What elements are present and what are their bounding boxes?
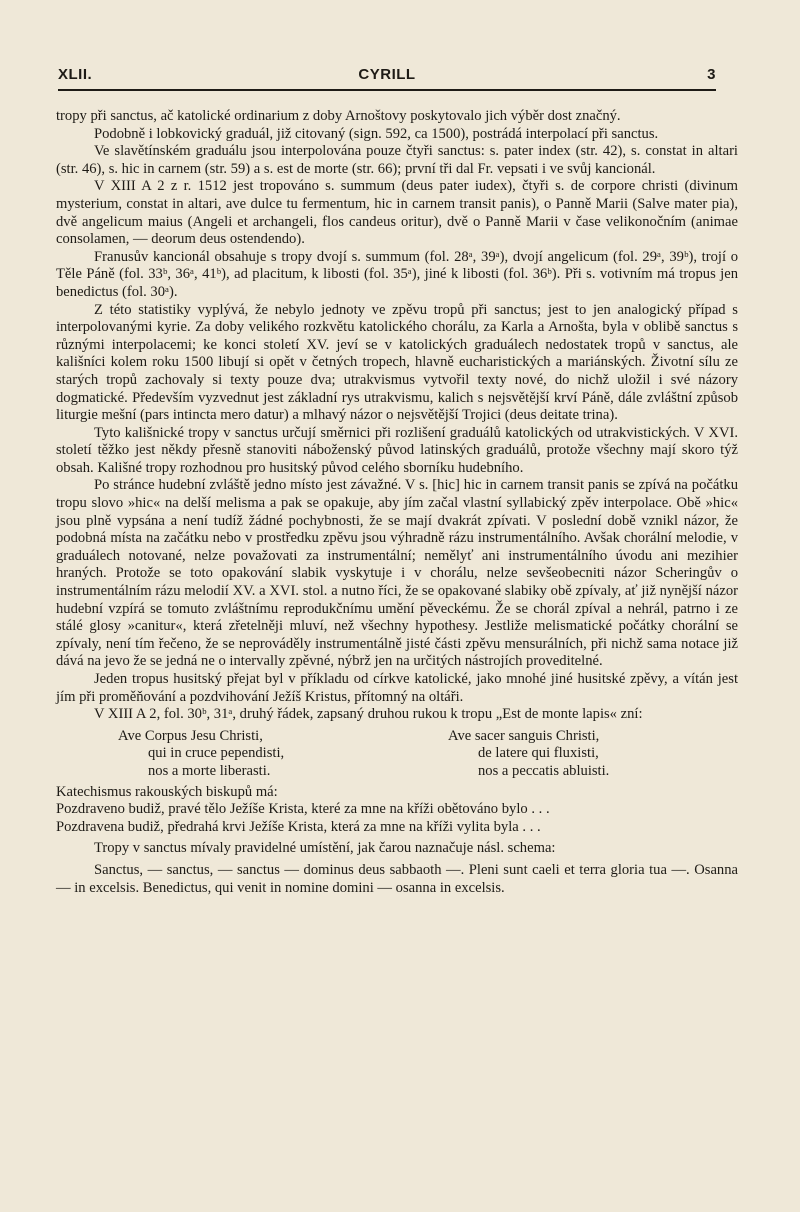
page-number: 3	[707, 66, 716, 83]
paragraph: Jeden tropus husitský přejat byl v příkladu od církve katolické, jako mnohé jiné husitské zpěvy, a vítán jest jím při proměňování a pozdvihování Ježíš Kristus, přítomný na oltáři.	[56, 671, 738, 705]
paragraph: tropy při sanctus, ač katolické ordinarium z doby Arnoštovy poskytovalo jich výběr dost značný.	[56, 108, 621, 124]
verse-line: Ave sacer sanguis Christi,	[448, 727, 600, 744]
verse-line: de latere qui fluxisti,	[478, 745, 599, 762]
catechism-line: Pozdravena budiž, předrahá krvi Ježíše Krista, která za mne na kříži vylita byla . . .	[56, 818, 541, 835]
catechism-heading: Katechismus rakouských biskupů má:	[56, 783, 278, 800]
sanctus-schema: Sanctus, — sanctus, — sanctus — dominus deus sabbaoth —. Pleni sunt caeli et terra gloria tua —. Osanna — in excelsis. Benedictus, qui venit in nomine domini — osanna in excelsis.	[56, 861, 738, 896]
verse-column-right	[448, 728, 609, 781]
running-header	[58, 64, 716, 88]
paragraph: V XIII A 2, fol. 30ᵇ, 31ᵃ, druhý řádek, zapsaný druhou rukou k tropu „Est de monte lapis« zní:	[94, 706, 643, 723]
header-rule	[58, 89, 716, 91]
verse-line: qui in cruce pependisti,	[148, 745, 285, 762]
paragraph: Z této statistiky vyplývá, že nebylo jednoty ve zpěvu tropů při sanctus; jest to jen analogický případ s interpolovanými kyrie. Za doby velikého rozkvětu katolického chorálu, za Karla a Arnošta, byla v oblibě sanctus s různými interpolacemi; ke konci století XV. jeví se v katolických graduálech nedostatek tropů v sanctus, ale kališníci kolem roku 1500 libují si opět v četných tropech, hlavně eucharistických a mariánských. Životní sílu ze starých tropů zachovaly si texty pouze dva; utrakvismus vytvořil texty nové, do nichž uložil i své názory dogmatické. Především vyzvednut jest základní rys utrakvismu, kalich s nejsvětější krví Páně, dále zvláštní způsob liturgie mešní (pars intincta mero datur) a mlhavý názor o nejsvětější Trojici (deus deitate trina).	[56, 301, 738, 424]
paragraph: Ve slavětínském graduálu jsou interpolována pouze čtyři sanctus: s. pater index (str. 42), s. constat in altari (str. 46), s. hic in carnem (str. 59) a s. est de morte (str. 66); první tři dal Fr. vepsati i ve svůj kancionál.	[56, 143, 738, 177]
paragraph: Franusův kancionál obsahuje s tropy dvojí s. summum (fol. 28ᵃ, 39ᵃ), dvojí angelicum (fol. 29ᵃ, 39ᵇ), trojí o Těle Páně (fol. 33ᵇ, 36ᵃ, 41ᵇ), ad placitum, k libosti (fol. 35ᵃ), jiné k libosti (fol. 36ᵇ). Při s. votivním má tropus jen benedictus (fol. 30ᵃ).	[56, 248, 738, 300]
running-title: CYRILL	[358, 66, 416, 83]
trope-verses	[56, 728, 738, 781]
paragraph: Tropy v sanctus mívaly pravidelné umístění, jak čarou naznačuje násl. schema:	[94, 840, 556, 857]
paragraph: Tyto kališnické tropy v sanctus určují směrnici při rozlišení graduálů katolických od utrakvistických. V XVI. století těžko jest někdy přesně stanoviti náboženský původ latinských graduálů, protože všechny mají skoro týž obsah. Kališné tropy rozhodnou pro husitský původ celého sborníku hudebního.	[56, 424, 738, 476]
verse-line: nos a peccatis abluisti.	[478, 762, 610, 779]
verse-line: Ave Corpus Jesu Christi,	[118, 727, 263, 744]
paragraph: V XIII A 2 z r. 1512 jest tropováno s. summum (deus pater iudex), čtyři s. de corpore christi (divinum mysterium, constat in altari, ave dulce tu fermentum, hic in carnem transit panis), o Panně Marii (Salve mater pia), dvě angelicum maius (Angeli et archangeli, flos candeus oritur), dvě o Panně Marii v čase velikonočním (animae consolamen, — deorum deus ostendendo).	[56, 178, 738, 248]
article-body	[56, 108, 738, 897]
catechism-line: Pozdraveno budiž, pravé tělo Ježíše Krista, které za mne na kříži obětováno bylo . . .	[56, 801, 550, 818]
verse-line: nos a morte liberasti.	[148, 762, 271, 779]
paragraph: Po stránce hudební zvláště jedno místo jest závažné. V s. [hic] hic in carnem transit panis se zpívá na počátku tropu slovo »hic« na delší melisma a pak se opakuje, aby jím začal vlastní syllabický zpěv interpolace. Obě »hic« jsou plně vypsána a není tudíž žádné pochybnosti, že se mají dvakrát zpívati. V poslední době vznikl názor, že podobná místa na začátku nebo v prostředku zpěvu jsou výhradně rázu instrumentálního. Avšak chorální melodie, v graduálech notované, nelze považovati za instrumentální; nemělyť ani instrumentálního úvodu ani mezihier hraných. Protože se toto opakování slabik vyskytuje i v chorálu, nelze sevšeobecniti názor Scheringův o instrumentálním rázu melodií XV. a XVI. stol. a nutno říci, že se opakované slabiky obě zpívaly, ať již nynější názor hudební vzpírá se tomuto zvláštnímu reprodukčnímu umění pěveckému. Že se chorál zpíval a nehrál, patrno i ze stálé glosy »canitur«, která zřetelněji mluví, než všechny hypothesy. Jestliže melismatické počátky chorální se zpívaly, není tím řečeno, že se neprováděly instrumentálně jisté části zpěvu mensurálních, při nichž sama notace již dává na jevo že se jedná ne o intervally zpěvné, nýbrž jen na určitých nástrojích proveditelné.	[56, 477, 738, 670]
volume-number: XLII.	[58, 66, 93, 83]
paragraph: Podobně i lobkovický graduál, již citovaný (sign. 592, ca 1500), postrádá interpolací při sanctus.	[94, 125, 659, 142]
verse-column-left	[56, 728, 448, 781]
